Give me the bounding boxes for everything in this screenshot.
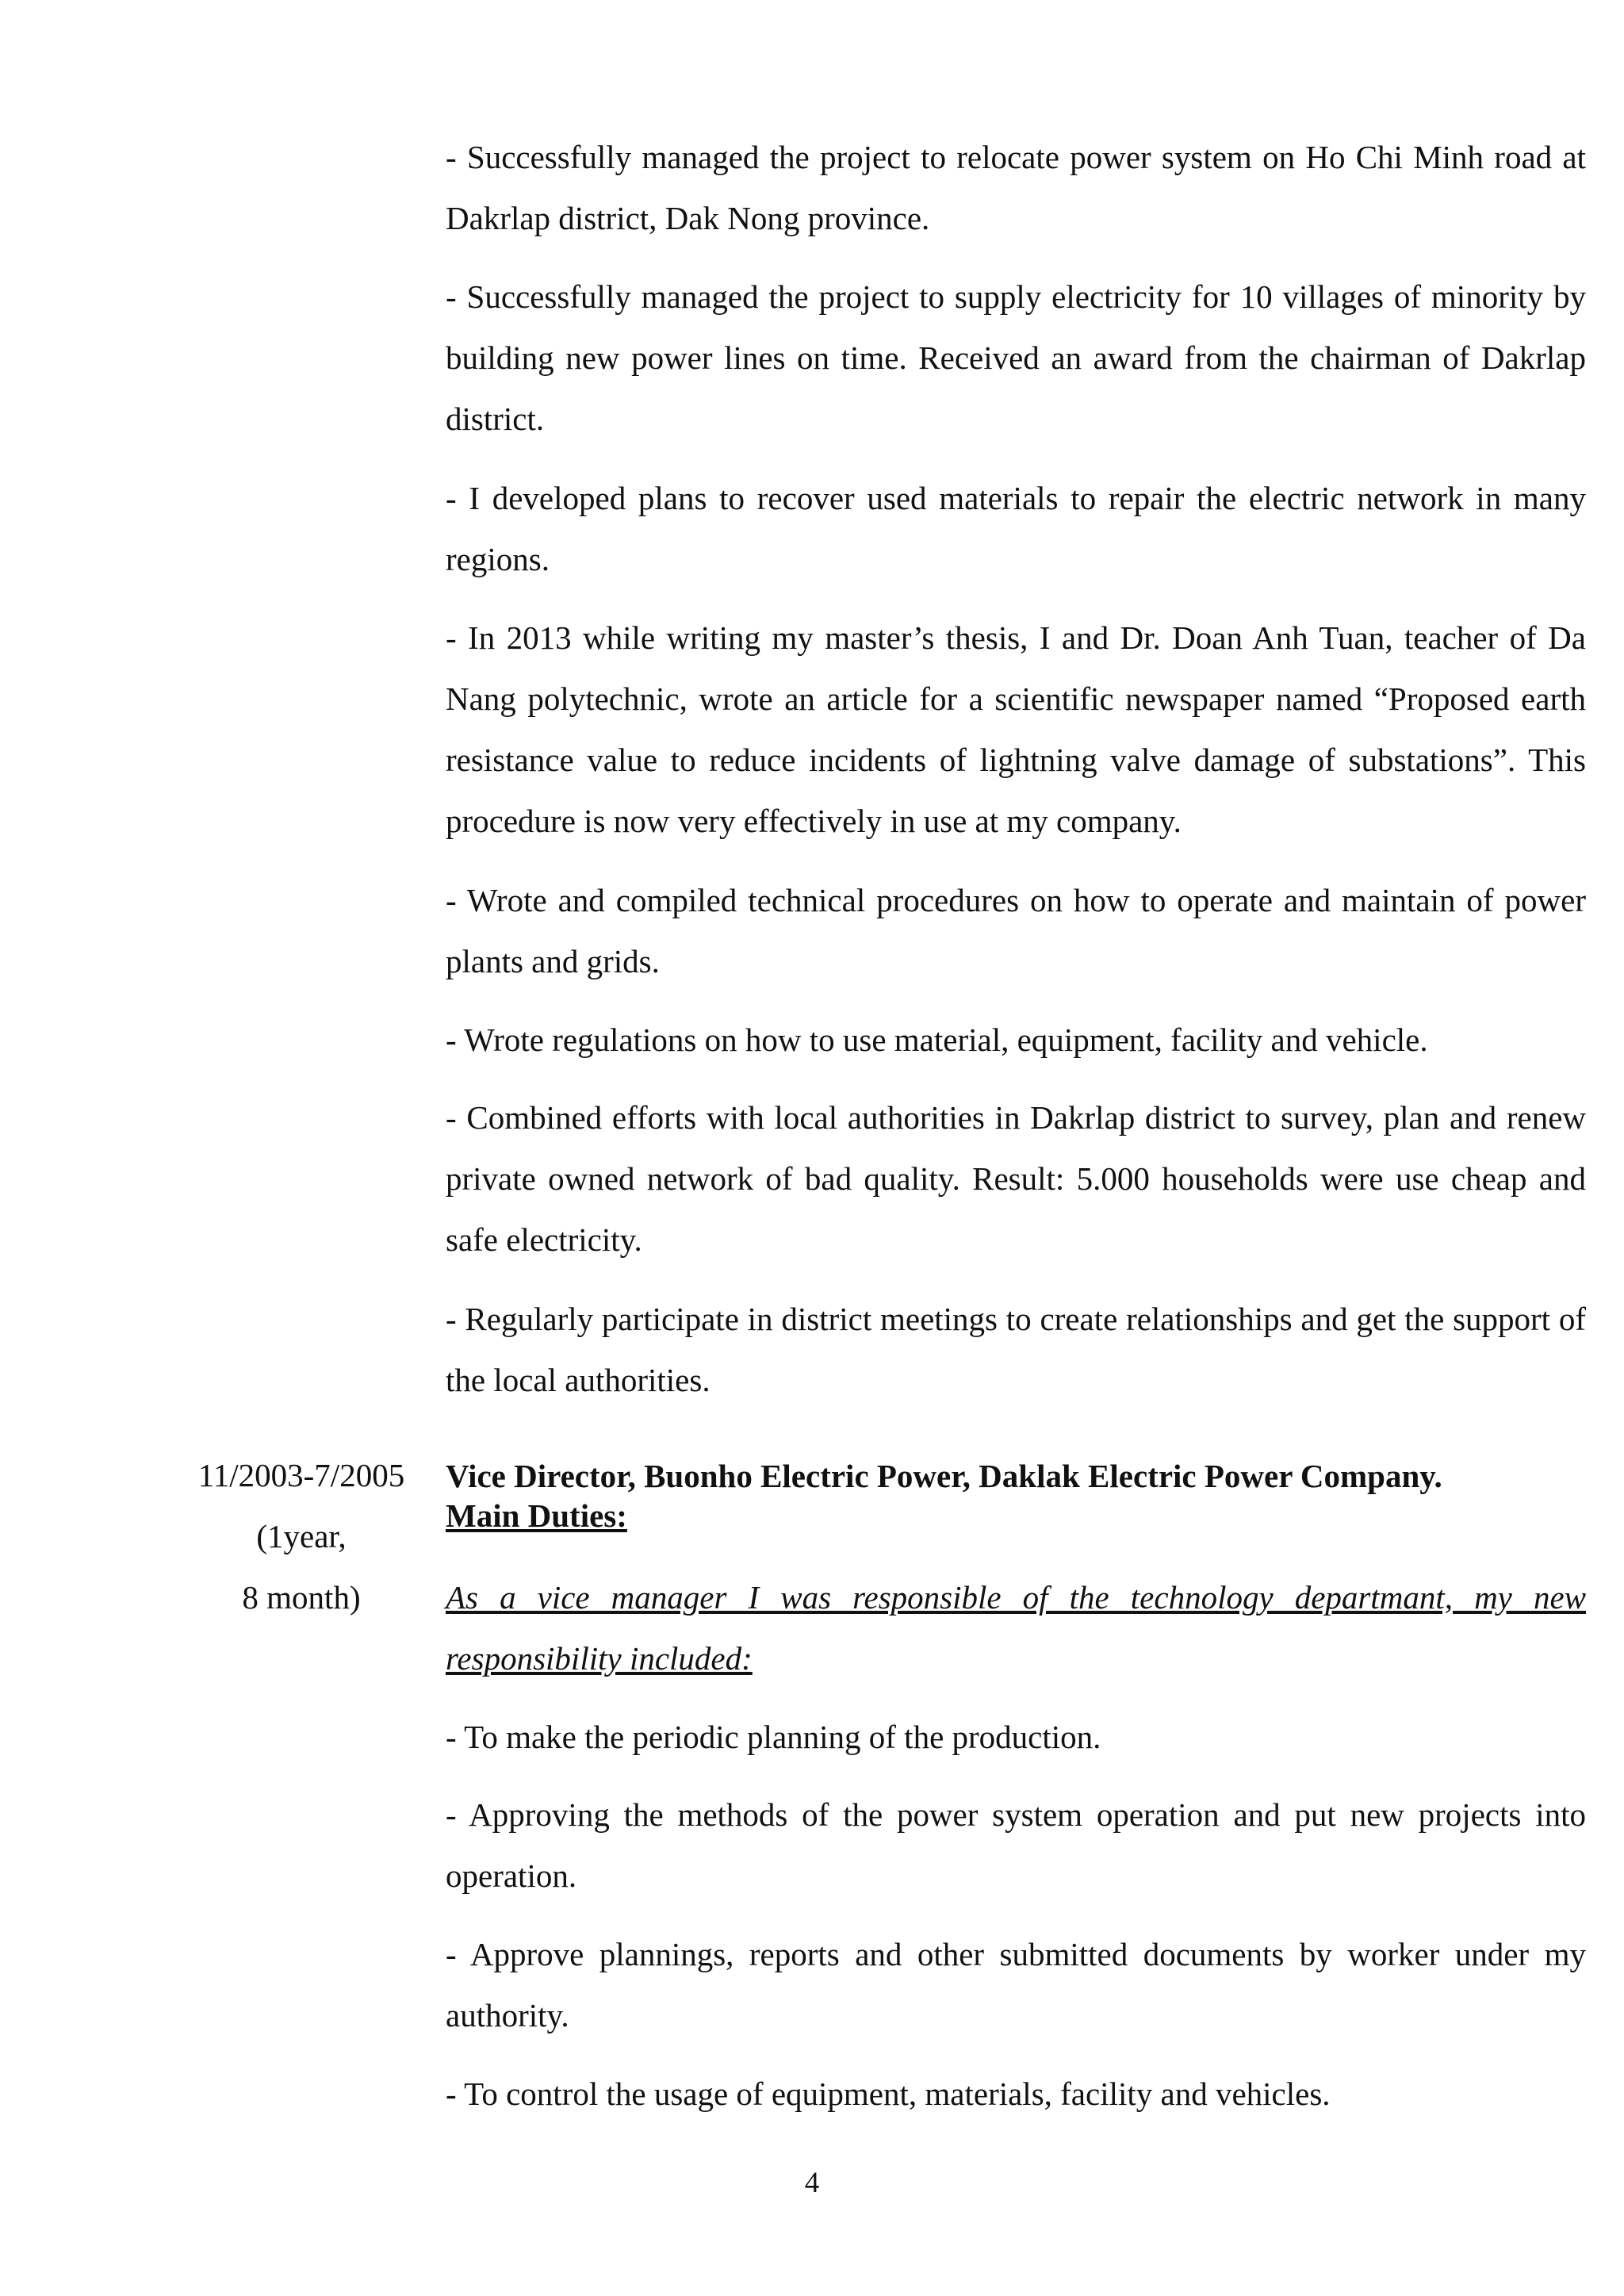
duty-approve-methods: - Approving the methods of the power system operation and put new projects into operation.: [446, 1796, 1586, 1894]
period-duration-line2: 8 month): [242, 1579, 361, 1616]
period-duration-line1: (1year,: [256, 1518, 347, 1554]
main-duties-heading: Main Duties:: [446, 1497, 627, 1534]
bullet-regulations: - Wrote regulations on how to use material, equipment, facility and vehicle.: [446, 1022, 1428, 1058]
bullet-technical-procedures: - Wrote and compiled technical procedures on how to operate and maintain of power plants and grids.: [446, 882, 1586, 979]
bullet-relocate-power-system: - Successfully managed the project to relocate power system on Ho Chi Minh road at Dakrlap district, Dak Nong province.: [446, 139, 1586, 236]
duty-approve-plannings: - Approve plannings, reports and other submitted documents by worker under my authority.: [446, 1936, 1586, 2033]
bullet-supply-villages: - Successfully managed the project to supply electricity for 10 villages of minority by building new power lines on time. Received an award from the chairman of Dakrlap district.: [446, 278, 1586, 437]
duty-periodic-planning: - To make the periodic planning of the production.: [446, 1719, 1101, 1755]
duty-control-usage: - To control the usage of equipment, materials, facility and vehicles.: [446, 2076, 1331, 2112]
bullet-recover-materials: - I developed plans to recover used materials to repair the electric network in many regions.: [446, 480, 1586, 577]
period-dates: 11/2003-7/2005: [197, 1457, 405, 1493]
duties-intro: As a vice manager I was responsible of the technology departmant, my new responsibility included:: [446, 1579, 1586, 1677]
bullet-combined-efforts: - Combined efforts with local authorities in Dakrlap district to survey, plan and renew private owned network of bad quality. Result: 5.000 households were use cheap and safe electricity.: [446, 1099, 1586, 1258]
page-number: 4: [804, 2167, 820, 2199]
bullet-scientific-article: - In 2013 while writing my master’s thesis, I and Dr. Doan Anh Tuan, teacher of Da Nang polytechnic, wrote an article for a scientific newspaper named “Proposed earth resistance value to reduce incidents of lightning valve damage of substations”. This procedure is now very effectively in use at my company.: [446, 619, 1586, 839]
job-title: Vice Director, Buonho Electric Power, Daklak Electric Power Company.: [446, 1458, 1442, 1494]
bullet-district-meetings: - Regularly participate in district meetings to create relationships and get the support of the local authorities.: [446, 1301, 1586, 1398]
